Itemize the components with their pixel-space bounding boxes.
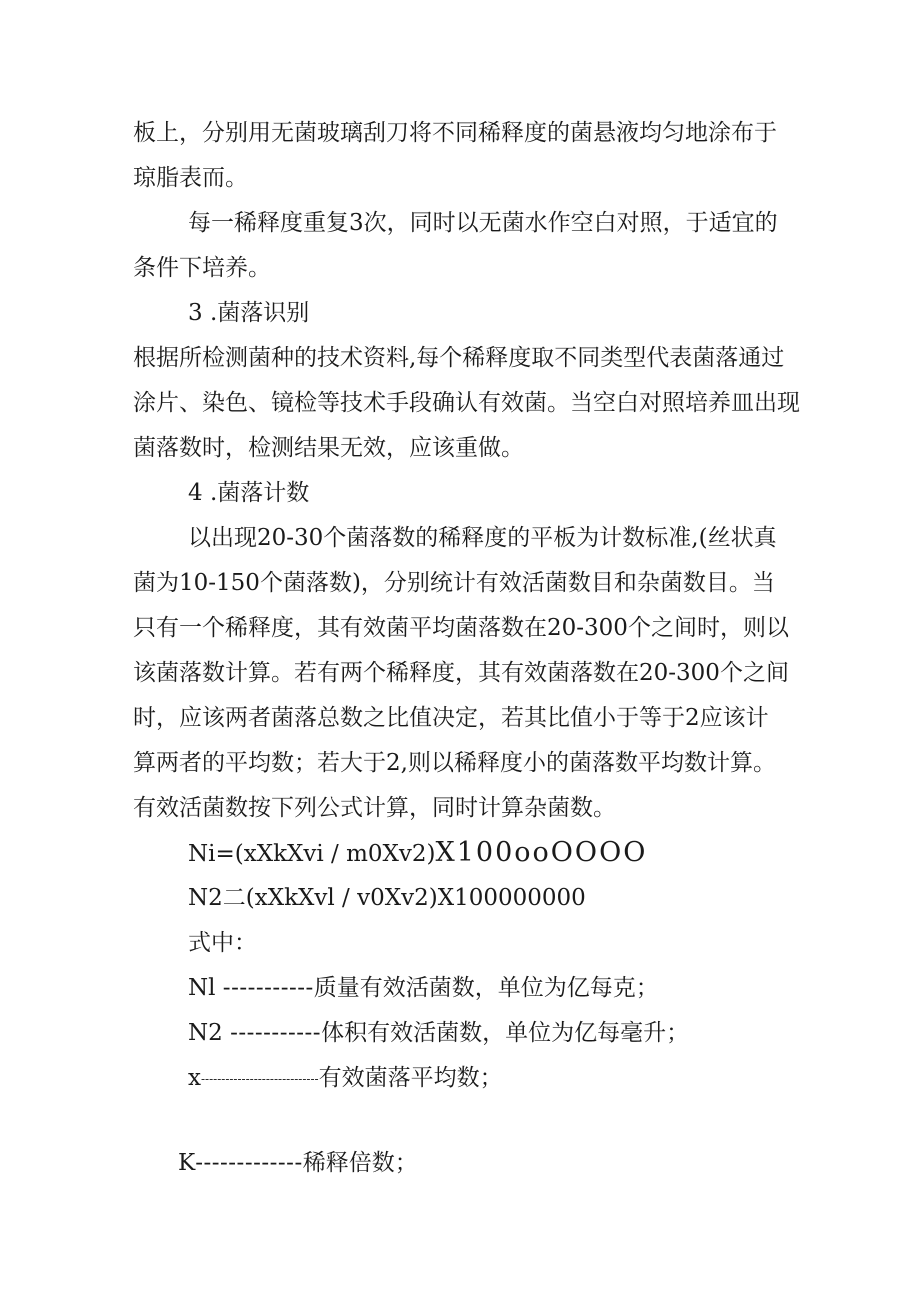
p4-line1: 以出现20-30个菌落数的稀释度的平板为计数标准,(丝状真 xyxy=(188,525,777,551)
definition-k xyxy=(178,1148,418,1178)
formula-n1 xyxy=(188,838,647,869)
formula-n1-main: Ni=(xXkXvi / m0Xv2) xyxy=(188,841,436,867)
formula-n1-multiplier: X100ooOOOO xyxy=(435,837,648,868)
definition-x xyxy=(188,1063,503,1094)
definition-n1-dashes: ----------- xyxy=(222,975,314,1001)
p3-line3: 菌落数时，检测结果无效，应该重做。 xyxy=(133,435,524,461)
definition-k-dashes: ------------- xyxy=(195,1150,303,1176)
definition-n2-symbol: N2 xyxy=(188,1020,223,1046)
p4-line2: 菌为10-150个菌落数)，分别统计有效活菌数目和杂菌数目。当 xyxy=(133,570,775,596)
definition-n2-dashes: ----------- xyxy=(230,1020,322,1046)
p4-line6: 算两者的平均数；若大于2,则以稀释度小的菌落数平均数计算。 xyxy=(133,750,776,776)
definition-k-symbol: K xyxy=(178,1150,196,1176)
definition-x-symbol: x xyxy=(188,1065,201,1091)
section-heading-3: 3 .菌落识别 xyxy=(188,300,310,326)
p2-line2: 条件下培养。 xyxy=(133,255,271,281)
definition-x-text: 有效菌落平均数； xyxy=(318,1065,503,1091)
definition-n2 xyxy=(188,1018,689,1048)
definition-n1-symbol: Nl xyxy=(188,975,216,1001)
p4-line3: 只有一个稀释度，其有效菌平均菌落数在20-300个之间时，则以 xyxy=(133,615,789,641)
p1-line1: 板上，分别用无菌玻璃刮刀将不同稀释度的菌悬液均匀地涂布于 xyxy=(133,120,777,146)
where-label: 式中： xyxy=(188,930,257,956)
definition-x-dashes: ----------------------------- xyxy=(200,1072,319,1086)
formula-n2: N2二(xXkXvl / v0Xv2)X100000000 xyxy=(188,885,586,911)
p4-line4: 该菌落数计算。若有两个稀释度，其有效菌落数在20-300个之间 xyxy=(133,660,789,686)
definition-n2-text: 体积有效活菌数，单位为亿每毫升； xyxy=(321,1020,690,1046)
p1-line2: 琼脂表而。 xyxy=(133,165,248,191)
section-heading-4: 4 .菌落计数 xyxy=(188,480,310,506)
definition-n1 xyxy=(188,973,659,1003)
definition-n1-text: 质量有效活菌数，单位为亿每克； xyxy=(313,975,659,1001)
p2-line1: 每一稀释度重复3次，同时以无菌水作空白对照，于适宜的 xyxy=(188,210,778,236)
p3-line2: 涂片、染色、镜检等技术手段确认有效菌。当空白对照培养皿出现 xyxy=(133,390,800,416)
p3-line1: 根据所检测菌种的技术资料,每个稀释度取不同类型代表菌落通过 xyxy=(133,345,785,371)
p4-line7: 有效活菌数按下列公式计算，同时计算杂菌数。 xyxy=(133,795,616,821)
p4-line5: 时，应该两者菌落总数之比值决定，若其比值小于等于2应该计 xyxy=(133,705,769,731)
definition-k-text: 稀释倍数； xyxy=(302,1150,418,1176)
